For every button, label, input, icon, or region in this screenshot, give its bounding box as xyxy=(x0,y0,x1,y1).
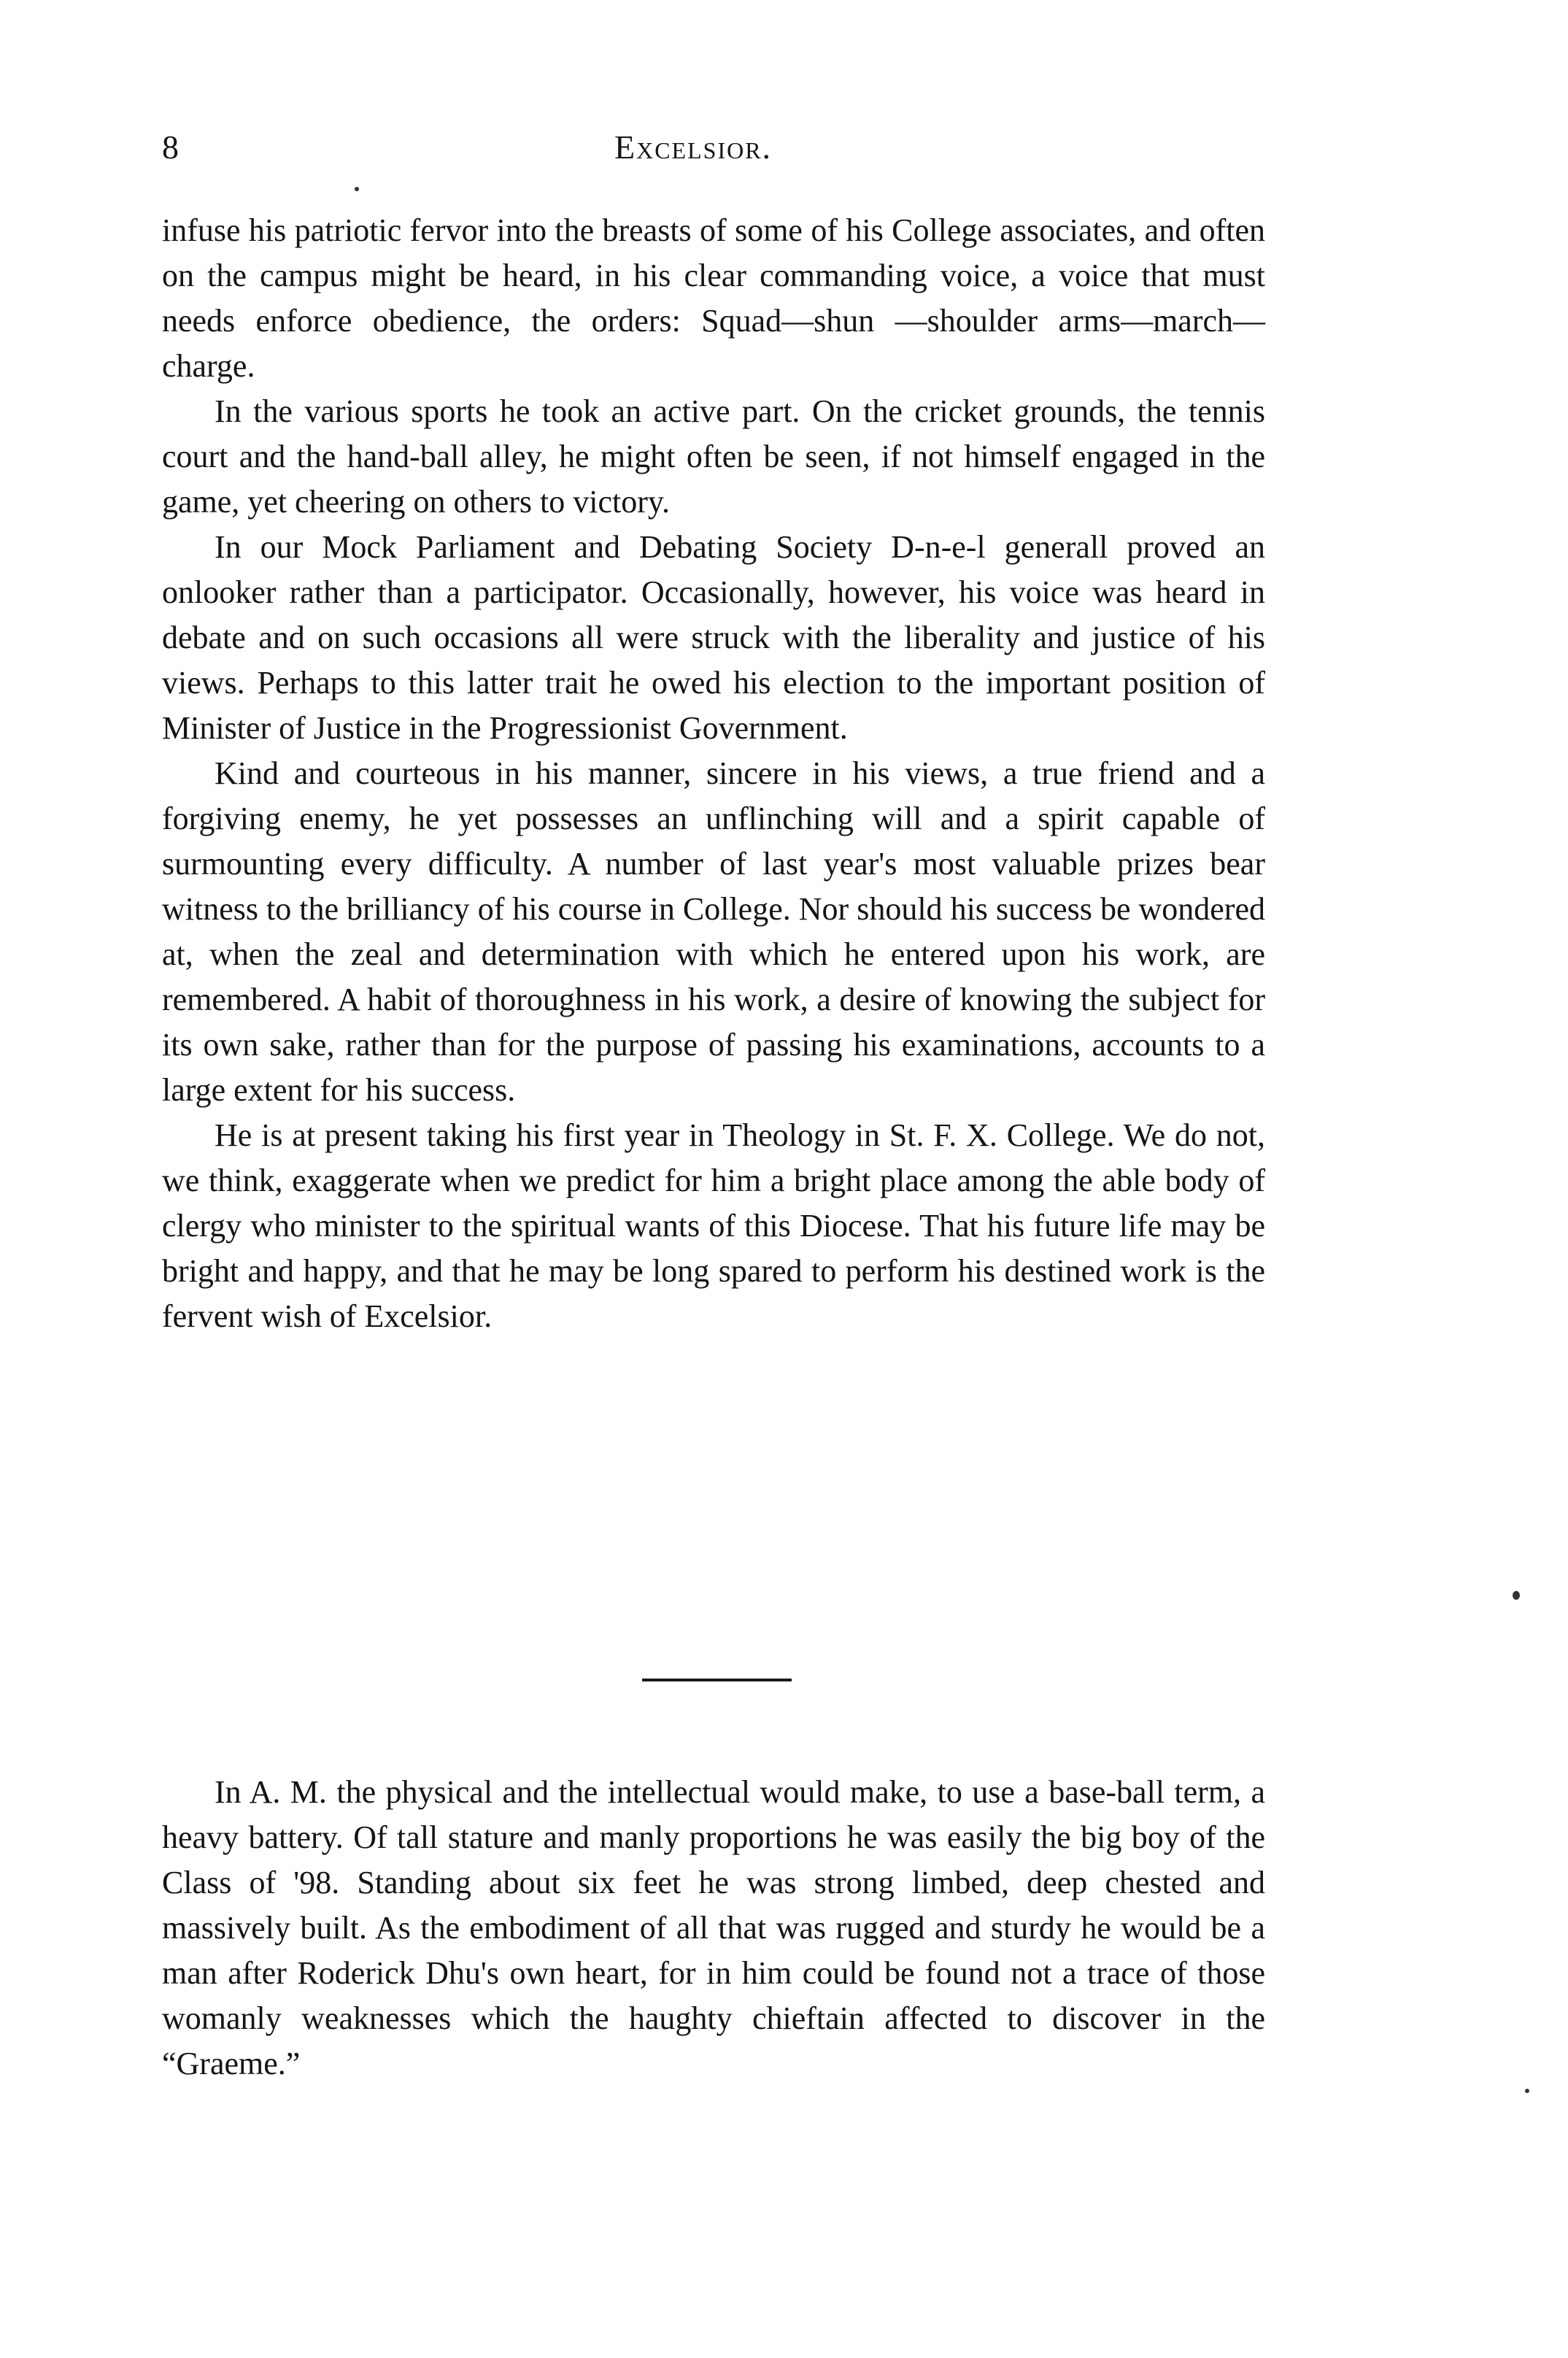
running-head xyxy=(162,128,1291,172)
journal-title: Excelsior. xyxy=(614,128,773,166)
paragraph: Kind and courteous in his manner, sincere in his views, a true friend and a forgiving enemy, he yet possesses an unflinching will and a spirit capable of surmounting every difficulty. A number of last year's most valuable prizes bear witness to the brilliancy of his course in College. Nor should his success be wondered at, when the zeal and determination with which he entered upon his work, are remembered. A habit of thoroughness in his work, a desire of knowing the subject for its own sake, rather than for the purpose of passing his examinations, accounts to a large extent for his success. xyxy=(162,755,1265,1108)
article-continuation xyxy=(162,208,1265,1339)
paragraph: In the various sports he took an active part. On the cricket grounds, the tennis court and the hand-ball alley, he might often be seen, if not himself engaged in the game, yet cheering on others to victory. xyxy=(162,393,1265,520)
paragraph: He is at present taking his first year in Theology in St. F. X. College. We do not, we think, exaggerate when we predict for him a bright place among the able body of clergy who minister to the spiritual wants of this Diocese. That his future life may be bright and happy, and that he may be long spared to perform his destined work is the fervent wish of Excelsior. xyxy=(162,1117,1265,1334)
print-speck xyxy=(1513,1591,1520,1600)
paragraph: infuse his patriotic fervor into the breasts of some of his College associates, and often on the campus might be heard, in his clear commanding voice, a voice that must needs enforce obedience, the orders: Squad—shun —shoulder arms—march—charge. xyxy=(162,212,1265,384)
article-profile xyxy=(162,1770,1265,2087)
page-number: 8 xyxy=(162,128,179,166)
paragraph: In A. M. the physical and the intellectual would make, to use a base-ball term, a heavy battery. Of tall stature and manly proportions he was easily the big boy of the Class of '98. Standing about six feet he was strong limbed, deep chested and massively built. As the embodiment of all that was rugged and sturdy he would be a man after Roderick Dhu's own heart, for in him could be found not a trace of those womanly weaknesses which the haughty chieftain affected to discover in the “Graeme.” xyxy=(162,1774,1265,2081)
section-divider xyxy=(642,1679,792,1681)
print-speck xyxy=(355,187,359,191)
paragraph: In our Mock Parliament and Debating Society D-n-e-l generall proved an onlooker rather than a participator. Occasionally, however, his voice was heard in debate and on such occasions all were struck with the liberality and justice of his views. Perhaps to this latter trait he owed his election to the important position of Minister of Justice in the Progressionist Government. xyxy=(162,529,1265,746)
print-speck xyxy=(1525,2089,1529,2093)
